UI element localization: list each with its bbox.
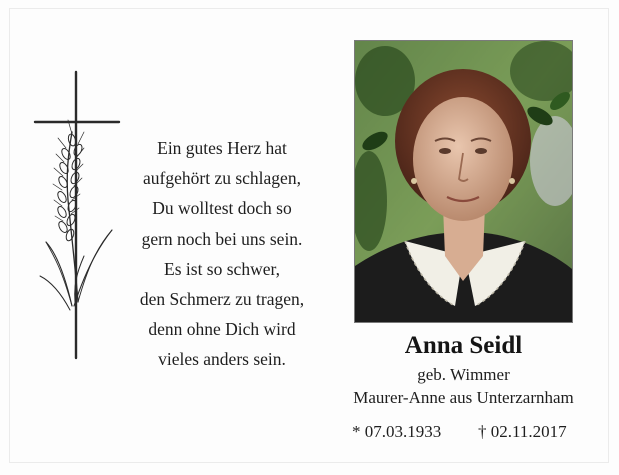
poem	[118, 133, 326, 375]
portrait-photo	[354, 40, 573, 323]
death-date: † 02.11.2017	[478, 422, 567, 441]
poem-line: Es ist so schwer,	[164, 258, 280, 279]
poem-line: Ein gutes Herz hat	[157, 138, 287, 158]
maiden-name: geb. Wimmer	[417, 365, 510, 384]
poem-line: denn ohne Dich wird	[148, 319, 296, 340]
cross-with-wheat-icon	[32, 70, 122, 360]
poem-line: aufgehört zu schlagen,	[143, 168, 301, 189]
poem-line: Du wolltest doch so	[152, 198, 292, 219]
poem-line: den Schmerz zu tragen,	[139, 288, 305, 309]
birth-date: * 07.03.1933	[352, 422, 442, 441]
deceased-name: Anna Seidl	[404, 332, 523, 359]
poem-line: vieles anders sein.	[158, 349, 286, 370]
poem-line: gern noch bei uns sein.	[141, 228, 303, 249]
house-name: Maurer-Anne aus Unterzarnham	[353, 388, 574, 407]
